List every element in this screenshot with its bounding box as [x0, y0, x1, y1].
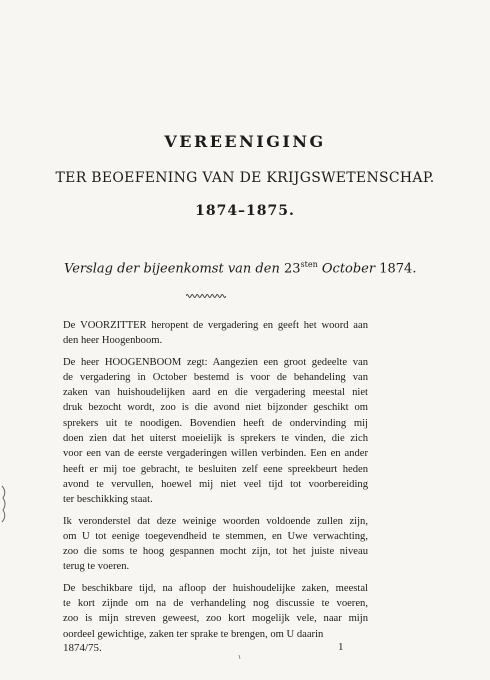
- text-segment: te kort zijnde om na de verhandeling nog discussie te voeren,: [63, 598, 368, 610]
- speaker-name: HOOGENBOOM: [104, 356, 182, 368]
- report-heading-month: October: [321, 261, 376, 277]
- text-line: [63, 544, 368, 559]
- text-segment: zoo is mijn streven geweest, zoo kort mogelijk vele, naar mijn: [63, 613, 368, 625]
- text-line: [63, 596, 368, 611]
- paragraph: [63, 318, 368, 349]
- text-line: [63, 581, 368, 596]
- text-segment: De beschikbare tijd, na afloop der huishoudelijke zaken, meestal: [63, 582, 368, 594]
- text-segment: terug te voeren.: [63, 561, 130, 573]
- report-heading-day-suffix: sten: [300, 260, 318, 269]
- text-segment: den heer Hoogenboom.: [63, 335, 163, 347]
- text-segment: avond te vervullen, hoewel mij niet veel tijd tot voorbereiding: [63, 478, 368, 490]
- paragraph: [63, 514, 368, 575]
- paragraph: [63, 355, 368, 508]
- text-segment: zaken van huishoudelijken aard en die vergadering meestal niet: [63, 387, 368, 399]
- page-number: 1: [338, 641, 344, 653]
- text-segment: heeft er mij toe gebracht, te besluiten zelf eene spreekbeurt heden: [63, 463, 368, 475]
- text-line: [63, 370, 368, 385]
- text-line: [63, 355, 368, 370]
- report-heading: [64, 260, 417, 277]
- text-segment: om U tot eenige toegevendheid te stemmen, en Uwe verwachting,: [63, 530, 368, 542]
- wavy-rule-ornament: [186, 293, 226, 299]
- text-line: [63, 318, 368, 333]
- text-line: [63, 400, 368, 415]
- text-segment: zegt: Aangezien een groot gedeelte van: [181, 356, 368, 368]
- text-segment: oordeel gewichtige, zaken ter sprake te brengen, om U daarin: [63, 628, 324, 640]
- text-segment: Ik veronderstel dat deze weinige woorden voldoende zullen zijn,: [63, 515, 368, 527]
- text-line: [63, 462, 368, 477]
- binding-hole-mark: [0, 484, 10, 524]
- text-segment: De heer: [63, 356, 105, 368]
- text-line: [63, 385, 368, 400]
- text-line: [63, 611, 368, 626]
- text-segment: sprekers uit te noodigen. Bovendien heeft de ondervinding mij: [63, 417, 368, 429]
- text-line: [63, 492, 368, 507]
- paper-speck: [238, 655, 241, 659]
- text-segment: heropent de vergadering en geeft het woord aan: [146, 320, 368, 331]
- report-heading-year: 1874.: [379, 261, 417, 277]
- text-segment: zoo die soms te hoog gespannen mocht zijn, tot het juiste niveau: [63, 546, 368, 558]
- session-years: 1874–1875.: [195, 203, 295, 219]
- text-line: [63, 446, 368, 461]
- text-line: [63, 477, 368, 492]
- speaker-name: VOORZITTER: [80, 320, 147, 331]
- text-segment: druk bezocht wordt, zoo is die avond niet bijzonder geschikt om: [63, 402, 368, 414]
- report-heading-day: 23: [283, 261, 301, 277]
- text-line: [63, 529, 368, 544]
- text-line: [63, 431, 368, 446]
- text-line: [63, 559, 368, 574]
- paragraph: [63, 581, 368, 642]
- society-subtitle: TER BEOEFENING VAN DE KRIJGSWETENSCHAP.: [55, 170, 435, 186]
- text-segment: ter beschikking staat.: [63, 494, 153, 506]
- text-segment: voor een van de eerste vergaderingen willen verbinden. Een en ander: [63, 448, 368, 460]
- text-line: [63, 514, 368, 529]
- report-heading-prefix: Verslag der bijeenkomst van den: [64, 261, 280, 277]
- text-segment: de vergadering in October bestemd is voor de behandeling van: [63, 371, 368, 383]
- text-line: [63, 333, 368, 348]
- body-text: [63, 318, 368, 642]
- text-segment: doen zien dat het uiterst moeielijk is sprekers te vinden, die zich: [63, 433, 368, 445]
- text-segment: De: [63, 320, 81, 331]
- text-line: [63, 627, 368, 642]
- society-title: VEREENIGING: [164, 132, 326, 151]
- text-line: [63, 416, 368, 431]
- signature-mark: 1874/75.: [63, 642, 102, 654]
